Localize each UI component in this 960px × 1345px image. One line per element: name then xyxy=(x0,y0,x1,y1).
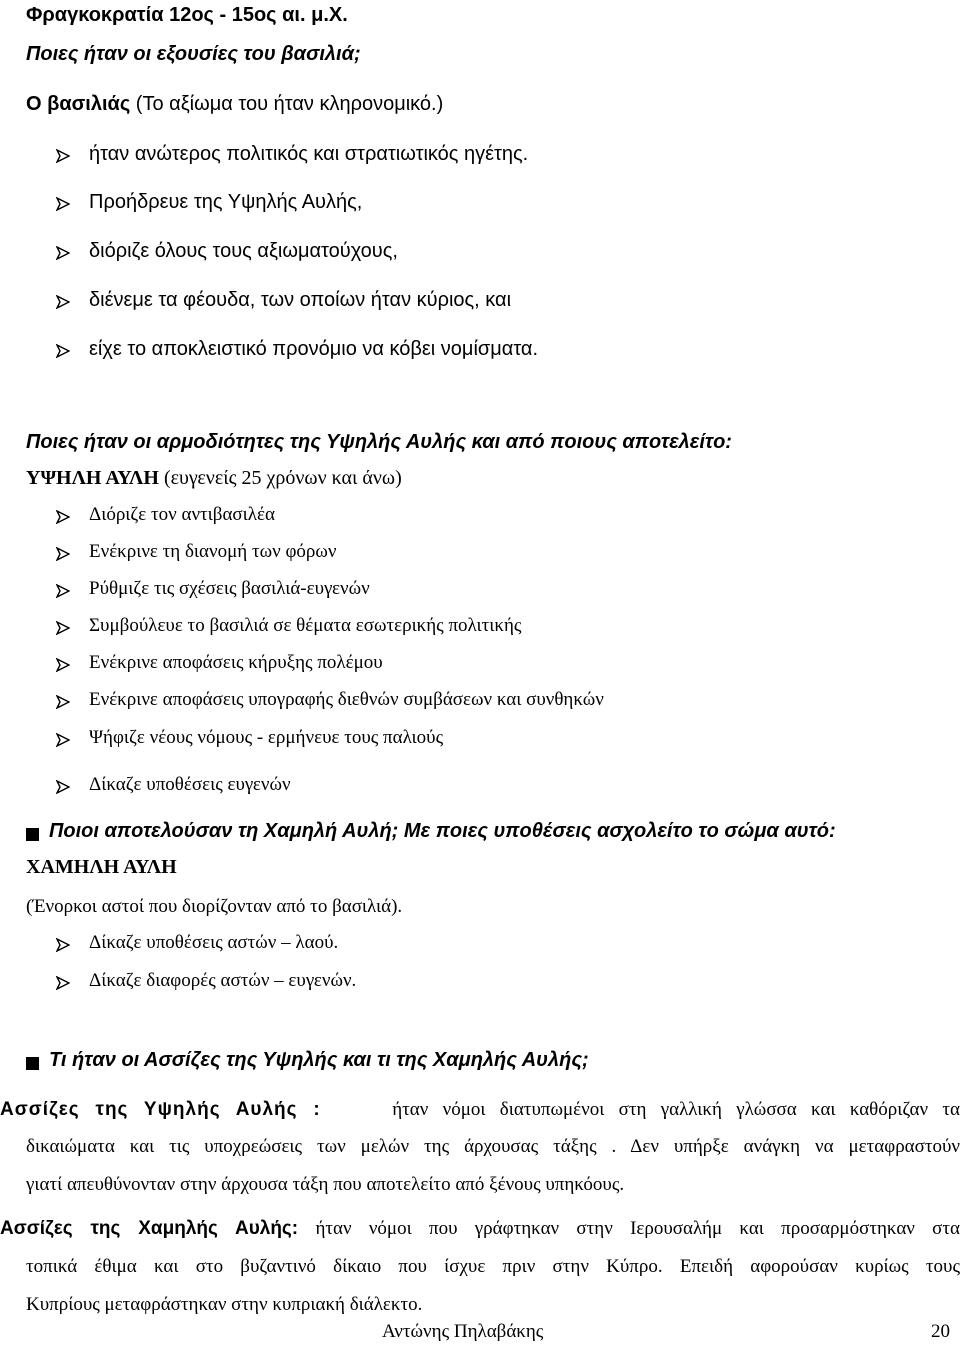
question-king-powers: Ποιες ήταν οι εξουσίες του βασιλιά; xyxy=(26,43,361,65)
low-court-title: ΧΑΜΗΛΗ ΑΥΛΗ xyxy=(26,856,177,878)
question-low-court: Ποιοι αποτελούσαν τη Χαμηλή Αυλή; Με ποιες υποθέσεις ασχολείτο το σώμα αυτό: xyxy=(49,820,836,842)
arrow-bullet-icon xyxy=(56,976,70,990)
list-item: Ενέκρινε τη διανομή των φόρων xyxy=(89,541,337,562)
king-note: (Το αξίωμα του ήταν κληρονομικό.) xyxy=(130,93,444,115)
arrow-bullet-icon xyxy=(56,149,70,163)
list-item: Δίκαζε διαφορές αστών – ευγενών. xyxy=(89,970,357,991)
assizes-low-line-3: Κυπρίους μεταφράστηκαν στην κυπριακή διάλεκτο. xyxy=(26,1294,423,1315)
high-court-line xyxy=(26,467,402,490)
assizes-high-line-2: δικαιώματα και τις υποχρεώσεις των μελών της άρχουσας τάξης . Δεν υπήρξε ανάγκη να μεταφραστούν xyxy=(26,1136,960,1157)
assizes-high-label: Ασσίζες της Υψηλής Αυλής : xyxy=(0,1099,321,1120)
list-item: διόριζε όλους τους αξιωματούχους, xyxy=(89,240,398,262)
arrow-bullet-icon xyxy=(56,938,70,952)
high-court-label: ΥΨΗΛΗ ΑΥΛΗ xyxy=(26,467,159,489)
arrow-bullet-icon xyxy=(56,246,70,260)
king-line xyxy=(26,93,443,116)
assizes-high-text-1: ήταν νόμοι διατυπωμένοι στη γαλλική γλώσσα και καθόριζαν τα xyxy=(392,1099,960,1120)
question-high-court: Ποιες ήταν οι αρμοδιότητες της Υψηλής Αυλής και από ποιους αποτελείτο: xyxy=(26,431,732,453)
square-bullet-icon xyxy=(26,1057,39,1070)
low-court-description: (Ένορκοι αστοί που διορίζονταν από το βασιλιά). xyxy=(26,896,403,917)
list-item: είχε το αποκλειστικό προνόμιο να κόβει νομίσματα. xyxy=(89,338,539,360)
page-number: 20 xyxy=(931,1321,950,1342)
assizes-low-label: Ασσίζες της Χαμηλής Αυλής: xyxy=(0,1218,299,1239)
square-bullet-icon xyxy=(26,828,39,841)
list-item: ήταν ανώτερος πολιτικός και στρατιωτικός ηγέτης. xyxy=(89,143,529,165)
assizes-high-line-1 xyxy=(0,1099,960,1121)
arrow-bullet-icon xyxy=(56,780,70,794)
arrow-bullet-icon xyxy=(56,547,70,561)
king-label: Ο βασιλιάς xyxy=(26,93,131,115)
list-item: Ρύθμιζε τις σχέσεις βασιλιά-ευγενών xyxy=(89,578,370,599)
list-item: Ψήφιζε νέους νόμους - ερμήνευε τους παλιούς xyxy=(89,727,444,748)
arrow-bullet-icon xyxy=(56,733,70,747)
list-item: Ενέκρινε αποφάσεις υπογραφής διεθνών συμβάσεων και συνθηκών xyxy=(89,689,604,710)
list-item: Δίκαζε υποθέσεις αστών – λαού. xyxy=(89,932,339,953)
assizes-low-line-2: τοπικά έθιμα και στο βυζαντινό δίκαιο που ίσχυε πριν στην Κύπρο. Επειδή αφορούσαν κυρίως τους xyxy=(26,1256,960,1277)
arrow-bullet-icon xyxy=(56,510,70,524)
list-item: Συμβούλευε το βασιλιά σε θέματα εσωτερικής πολιτικής xyxy=(89,615,522,636)
arrow-bullet-icon xyxy=(56,295,70,309)
footer-author: Αντώνης Πηλαβάκης xyxy=(382,1321,544,1342)
assizes-low-text-1: ήταν νόμοι που γράφτηκαν στην Ιερουσαλήμ και προσαρμόστηκαν στα xyxy=(315,1218,960,1239)
arrow-bullet-icon xyxy=(56,658,70,672)
list-item: Προήδρευε της Υψηλής Αυλής, xyxy=(89,191,363,213)
arrow-bullet-icon xyxy=(56,621,70,635)
list-item: διένεμε τα φέουδα, των οποίων ήταν κύριος, και xyxy=(89,289,512,311)
assizes-low-line-1 xyxy=(0,1218,960,1240)
list-item: Ενέκρινε αποφάσεις κήρυξης πολέμου xyxy=(89,652,383,673)
list-item: Δίκαζε υποθέσεις ευγενών xyxy=(89,774,291,795)
arrow-bullet-icon xyxy=(56,584,70,598)
arrow-bullet-icon xyxy=(56,344,70,358)
list-item: Διόριζε τον αντιβασιλέα xyxy=(89,504,275,525)
arrow-bullet-icon xyxy=(56,197,70,211)
question-assizes: Τι ήταν οι Ασσίζες της Υψηλής και τι της Χαμηλής Αυλής; xyxy=(49,1049,589,1071)
high-court-note: (ευγενείς 25 χρόνων και άνω) xyxy=(158,467,402,489)
arrow-bullet-icon xyxy=(56,695,70,709)
assizes-high-line-3: γιατί απευθύνονταν στην άρχουσα τάξη που αποτελείτο από ξένους υπηκόους. xyxy=(26,1174,625,1195)
page-title: Φραγκοκρατία 12ος - 15ος αι. μ.Χ. xyxy=(26,4,348,26)
